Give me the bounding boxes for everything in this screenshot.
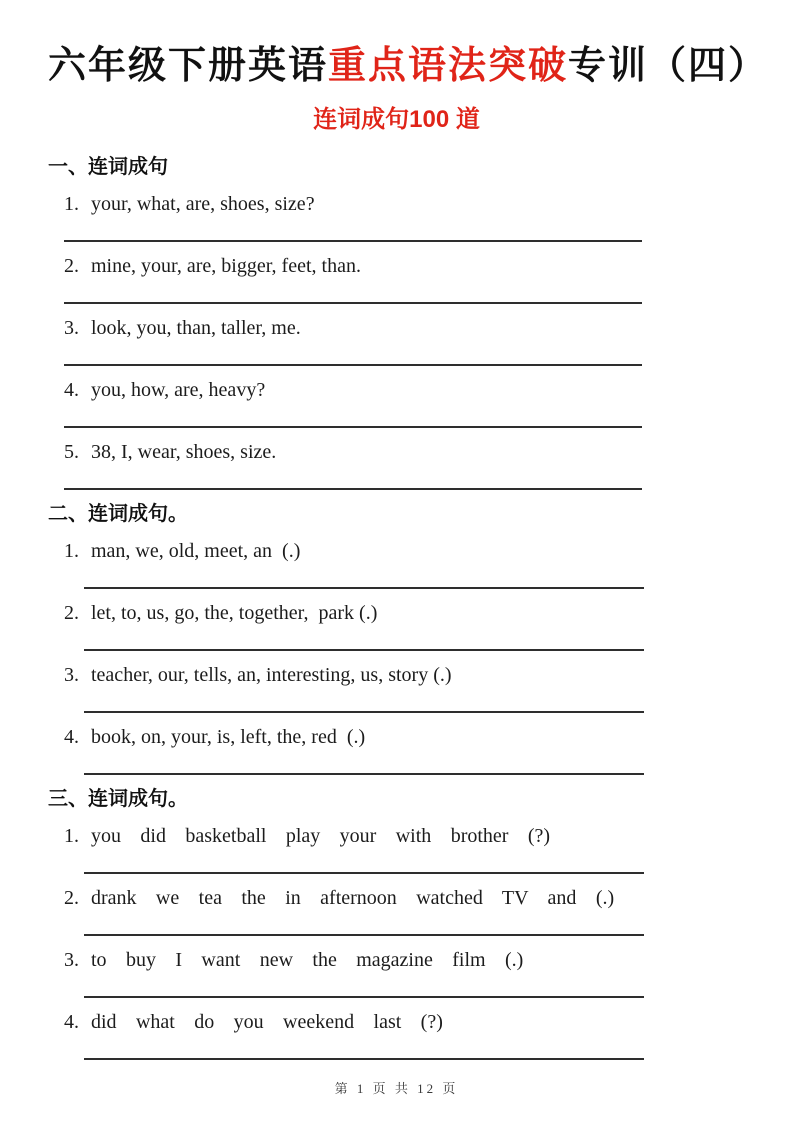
question	[64, 823, 745, 850]
title-highlight: 重点语法突破	[328, 45, 569, 87]
question	[64, 947, 745, 974]
question-number: 1.	[64, 825, 79, 847]
answer-line	[84, 773, 644, 775]
answer-line	[64, 302, 642, 304]
question-number: 1.	[64, 540, 79, 562]
title-part2: 专训（四）	[568, 45, 769, 87]
section-three	[48, 784, 745, 1060]
question	[64, 662, 745, 689]
answer-line	[84, 649, 644, 651]
question-number: 3.	[64, 317, 79, 339]
title-part1: 六年级下册英语	[48, 45, 329, 87]
question	[64, 253, 745, 280]
question-number: 5.	[64, 441, 79, 463]
answer-line	[64, 488, 642, 490]
question	[64, 377, 745, 404]
page-number-footer: 第 1 页 共 12 页	[334, 1081, 459, 1096]
page-subtitle: 连词成句100 道	[313, 106, 480, 133]
question	[64, 724, 745, 751]
question-number: 1.	[64, 193, 79, 215]
question-text: look, you, than, taller, me.	[91, 317, 301, 339]
question	[64, 1009, 745, 1036]
answer-line	[84, 587, 644, 589]
question-number: 4.	[64, 726, 79, 748]
question-text: 38, I, wear, shoes, size.	[91, 441, 277, 463]
page-title	[48, 42, 769, 90]
question-number: 4.	[64, 1011, 79, 1033]
section-two-heading: 二、连词成句。	[48, 503, 188, 525]
question-text: your, what, are, shoes, size?	[91, 193, 315, 215]
answer-line	[84, 1058, 644, 1060]
question-text: you, how, are, heavy?	[91, 379, 266, 401]
question-number: 2.	[64, 255, 79, 277]
question-text: mine, your, are, bigger, feet, than.	[91, 255, 361, 277]
question	[64, 439, 745, 466]
answer-line	[64, 426, 642, 428]
question-text: did what do you weekend last (?)	[91, 1011, 443, 1033]
answer-line	[64, 240, 642, 242]
question	[64, 191, 745, 218]
section-one-heading: 一、连词成句	[48, 156, 168, 178]
question-text: let, to, us, go, the, together, park (.)	[91, 602, 378, 624]
question-number: 4.	[64, 379, 79, 401]
question-text: you did basketball play your with brother (?)	[91, 825, 551, 847]
question	[64, 538, 745, 565]
question-number: 3.	[64, 949, 79, 971]
answer-line	[84, 711, 644, 713]
question-text: drank we tea the in afternoon watched TV and (.)	[91, 887, 615, 909]
question	[64, 315, 745, 342]
answer-line	[84, 934, 644, 936]
question-text: to buy I want new the magazine film (.)	[91, 949, 524, 971]
question-number: 2.	[64, 887, 79, 909]
question-text: book, on, your, is, left, the, red (.)	[91, 726, 366, 748]
question-text: man, we, old, meet, an (.)	[91, 540, 301, 562]
question-text: teacher, our, tells, an, interesting, us, story (.)	[91, 664, 452, 686]
question	[64, 885, 745, 912]
section-one	[48, 152, 745, 490]
section-two	[48, 499, 745, 775]
question	[64, 600, 745, 627]
answer-line	[84, 996, 644, 998]
question-number: 2.	[64, 602, 79, 624]
section-three-heading: 三、连词成句。	[48, 788, 188, 810]
answer-line	[64, 364, 642, 366]
question-number: 3.	[64, 664, 79, 686]
answer-line	[84, 872, 644, 874]
